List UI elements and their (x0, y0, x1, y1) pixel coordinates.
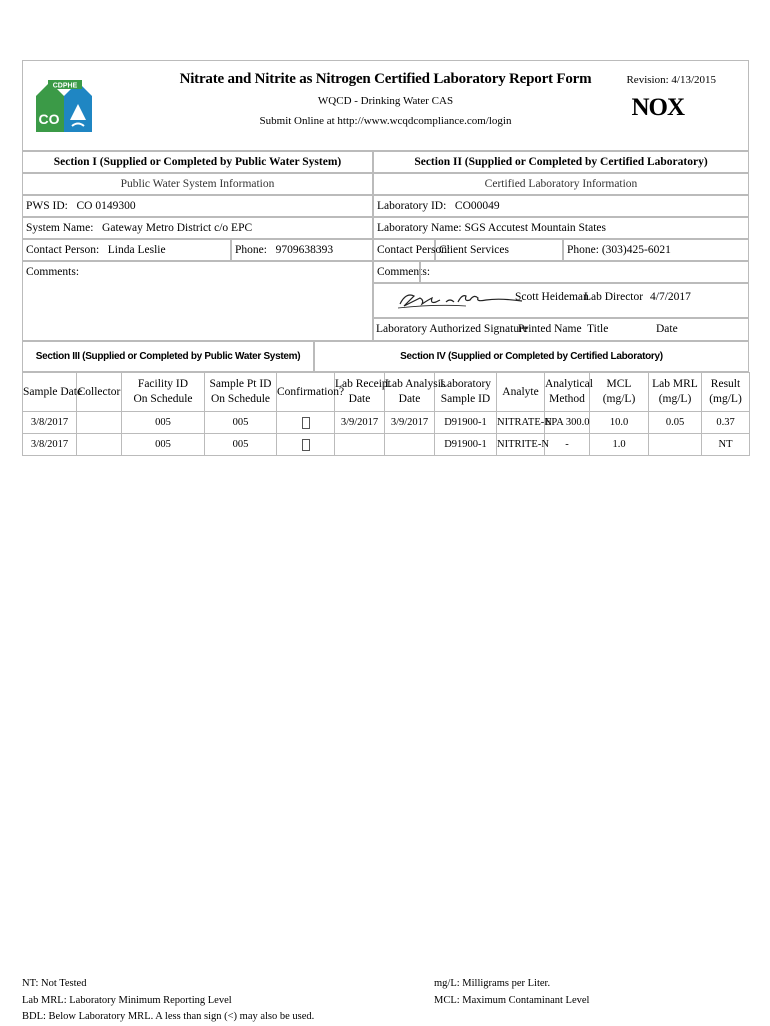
form-title: Nitrate and Nitrite as Nitrogen Certified Laboratory Report Form (179, 71, 592, 87)
column-header-line2: Sample ID (440, 393, 491, 405)
confirmation-checkbox[interactable] (302, 417, 310, 429)
column-header (590, 373, 649, 412)
lab-id-label: Laboratory ID: (377, 200, 447, 212)
printed-name-value[interactable]: Scott Heideman (515, 291, 589, 303)
section4-title: Section IV (Supplied or Completed by Certified Laboratory) (314, 341, 749, 372)
signature-labels-row (373, 318, 749, 341)
section1-title: Section I (Supplied or Completed by Public Water System) (22, 151, 373, 173)
table-cell (277, 434, 335, 456)
pws-comments-label: Comments: (26, 266, 80, 278)
table-cell[interactable]: EPA 300.0 (545, 412, 590, 434)
signature-row (373, 283, 749, 318)
confirmation-checkbox[interactable] (302, 439, 310, 451)
column-header-line2: Confirmation? (277, 385, 345, 398)
table-cell[interactable]: 1.0 (590, 434, 649, 456)
column-header-line2: (mg/L) (602, 393, 636, 405)
table-body (23, 412, 750, 456)
lab-name-label: Laboratory Name: (377, 222, 462, 234)
lab-comments-label-cell (373, 261, 431, 283)
lab-name-value[interactable]: SGS Accutest Mountain States (464, 222, 607, 234)
submit-url[interactable]: Submit Online at http://www.wcqdcompliance.com/login (259, 115, 512, 127)
lab-phone-row (563, 239, 749, 261)
table-cell[interactable] (649, 434, 702, 456)
lab-contact-label: Contact Person: (377, 244, 451, 256)
footer-note: MCL: Maximum Contaminant Level (434, 994, 590, 1006)
column-header-line1: Result (710, 378, 741, 390)
table-cell[interactable]: 005 (122, 412, 205, 434)
table-cell[interactable]: NITRITE-N (497, 434, 545, 456)
results-table (22, 372, 750, 456)
column-header-line2: Method (549, 393, 585, 405)
column-header-line1: Analytical (545, 378, 593, 390)
table-cell[interactable]: 005 (205, 434, 277, 456)
report-form (22, 60, 749, 1022)
column-header (77, 373, 122, 412)
column-header-line1: Lab Analysis (385, 378, 446, 390)
table-header-row (23, 373, 750, 412)
section2-subtitle: Certified Laboratory Information (373, 173, 749, 195)
column-header (649, 373, 702, 412)
table-cell[interactable]: 3/8/2017 (23, 434, 77, 456)
column-header-line1: Facility ID (137, 378, 189, 390)
form-subtitle: WQCD - Drinking Water CAS (317, 95, 454, 107)
table-row (23, 434, 750, 456)
lab-contact-value[interactable]: Client Services (439, 244, 509, 256)
printed-name-label: Printed Name (518, 323, 582, 335)
table-cell[interactable] (385, 434, 435, 456)
column-header-line1: Sample Pt ID (209, 378, 272, 390)
table-cell[interactable]: NITRATE-N (497, 412, 545, 434)
column-header (122, 373, 205, 412)
lab-contact-label-cell (373, 239, 451, 261)
column-header-line2: (mg/L) (658, 393, 692, 405)
column-header-line2: Analyte (502, 385, 539, 398)
footer-notes-left (22, 976, 314, 1026)
table-cell[interactable]: 005 (205, 412, 277, 434)
table-cell[interactable]: 3/9/2017 (335, 412, 385, 434)
title-value[interactable]: Lab Director (584, 291, 644, 303)
logo-state: CO (38, 111, 60, 127)
column-header (23, 373, 83, 412)
column-header (545, 373, 593, 412)
column-header-line2: On Schedule (210, 393, 271, 405)
pws-contact-value[interactable]: Linda Leslie (107, 244, 166, 256)
lab-contact-value-cell (435, 239, 563, 261)
pws-contact-row (22, 239, 231, 261)
pws-id-row (22, 195, 373, 217)
system-name-row (22, 217, 373, 239)
lab-id-row (373, 195, 749, 217)
form-code: NOX (631, 94, 684, 121)
table-cell[interactable]: - (545, 434, 590, 456)
pws-comments-field[interactable] (22, 261, 373, 341)
table-cell[interactable]: D91900-1 (435, 434, 497, 456)
lab-id-value[interactable]: CO00049 (454, 200, 500, 212)
lab-phone-value[interactable]: (303)425-6021 (601, 244, 671, 256)
section3-title: Section III (Supplied or Completed by Public Water System) (22, 341, 314, 372)
signature-label: Laboratory Authorized Signature (376, 323, 529, 335)
column-header-line1: Laboratory (439, 378, 492, 390)
lab-phone-label: Phone: (567, 244, 599, 256)
column-header-line2: Collector (77, 385, 121, 398)
column-header-line2: (mg/L) (709, 393, 742, 405)
revision: Revision: 4/13/2015 (626, 74, 716, 86)
column-header (702, 373, 750, 412)
pws-phone-value[interactable]: 9709638393 (275, 244, 334, 256)
system-name-value[interactable]: Gateway Metro District c/o EPC (102, 222, 253, 234)
column-header-line1: Lab MRL (652, 378, 698, 390)
column-header-line1: MCL (606, 378, 632, 390)
table-row (23, 412, 750, 434)
lab-comments-label: Comments: (377, 266, 431, 278)
table-cell[interactable] (77, 412, 122, 434)
column-header (277, 373, 345, 412)
lab-name-row (373, 217, 749, 239)
column-header-line2: Date (348, 393, 371, 405)
table-cell[interactable]: 0.05 (649, 412, 702, 434)
footer-note: Lab MRL: Laboratory Minimum Reporting Level (22, 994, 232, 1006)
footer-note: NT: Not Tested (22, 978, 87, 989)
lab-comments-field[interactable] (420, 261, 749, 283)
column-header-line2: Date (398, 393, 421, 405)
date-label: Date (656, 323, 678, 335)
table-cell[interactable]: 005 (122, 434, 205, 456)
pws-id-label: PWS ID: (26, 200, 68, 212)
pws-phone-label: Phone: (235, 244, 267, 256)
pws-contact-label: Contact Person: (26, 244, 100, 256)
table-cell[interactable]: D91900-1 (435, 412, 497, 434)
table-cell (277, 412, 335, 434)
footer-note: BDL: Below Laboratory MRL. A less than sign (<) may also be used. (22, 1011, 315, 1022)
signature-image (396, 288, 526, 312)
section1-subtitle: Public Water System Information (22, 173, 373, 195)
table-cell[interactable]: 3/8/2017 (23, 412, 77, 434)
form-header (22, 60, 749, 151)
column-header (435, 373, 497, 412)
logo-text: CDPHE (52, 82, 78, 90)
section2-title: Section II (Supplied or Completed by Certified Laboratory) (373, 151, 749, 173)
footer-note: mg/L: Milligrams per Liter. (434, 978, 551, 989)
title-label: Title (587, 323, 609, 335)
table-cell[interactable]: 3/9/2017 (385, 412, 435, 434)
table-cell[interactable]: 10.0 (590, 412, 649, 434)
table-cell[interactable] (335, 434, 385, 456)
column-header-line2: On Schedule (133, 393, 193, 405)
footer-notes-right (434, 976, 589, 1009)
column-header (497, 373, 545, 412)
column-header-line1: Lab Receipt (335, 378, 391, 390)
table-cell[interactable]: 0.37 (702, 412, 750, 434)
system-name-label: System Name: (26, 222, 94, 234)
date-value[interactable]: 4/7/2017 (650, 291, 691, 303)
column-header-line2: Sample Date (23, 385, 83, 398)
pws-phone-row (231, 239, 373, 261)
pws-id-value[interactable]: CO 0149300 (76, 200, 136, 212)
column-header (205, 373, 277, 412)
table-cell[interactable] (77, 434, 122, 456)
table-cell[interactable]: NT (702, 434, 750, 456)
column-header (385, 373, 446, 412)
